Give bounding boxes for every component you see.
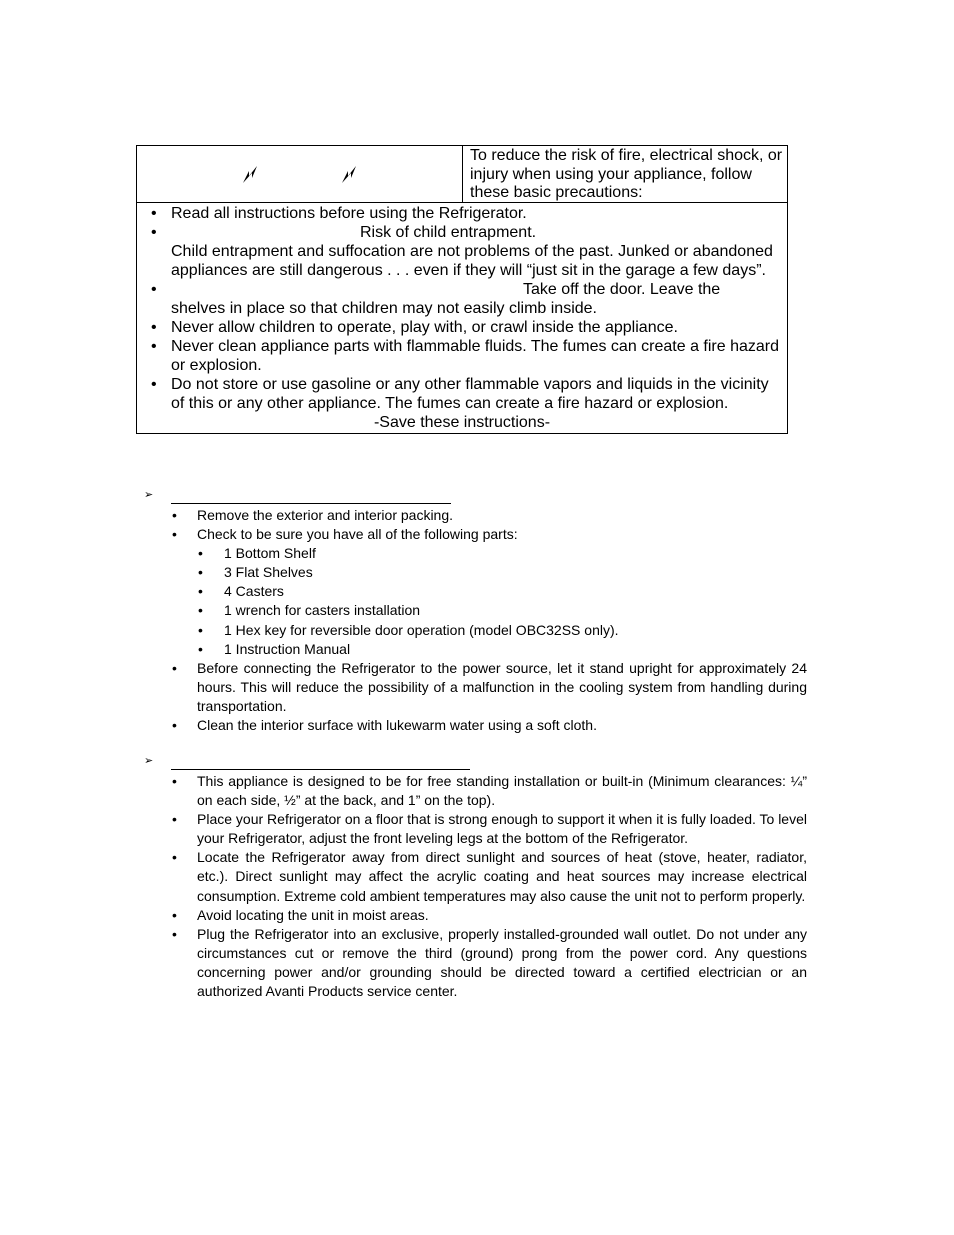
installation-list (171, 772, 807, 1001)
list-item-text: Risk of child entrapment. (360, 224, 537, 241)
list-item: • Before connecting the Refrigerator to the power source, let it stand upright for approximately 24 hours. This will reduce the possibility of a malfunction in the cooling system from handling during transportation. (172, 659, 807, 714)
list-item-text: Avoid locating the unit in moist areas. (197, 906, 429, 923)
list-item-text: Never allow children to operate, play with, or crawl inside the appliance. (171, 319, 678, 336)
safety-table (136, 145, 788, 434)
save-instructions-note: -Save these instructions- (373, 414, 551, 431)
parts-item: • 1 Hex key for reversible door operation (model OBC32SS only). (198, 621, 619, 638)
list-item: • Do not store or use gasoline or any other flammable vapors and liquids in the vicinity of this or any other appliance. The fumes can create a fire hazard or explosion. (151, 376, 769, 412)
parts-item: • 1 wrench for casters installation (198, 602, 421, 619)
list-item: • Locate the Refrigerator away from direct sunlight and sources of heat (stove, heater, radiator, etc.). Direct sunlight may affect the acrylic coating and heat sources may increase electrical consumption. Extreme cold ambient temperatures may also cause the unit not to perform properly. (172, 849, 807, 904)
list-item-text: Read all instructions before using the Refrigerator. (171, 205, 527, 222)
unpacking-list (171, 506, 807, 735)
safety-list (137, 203, 787, 433)
list-item: • Take off the door. Leave the (151, 281, 721, 298)
electric-bolt-icon (240, 164, 260, 184)
list-item: • Remove the exterior and interior packing. (172, 507, 454, 523)
list-item: • Risk of child entrapment. (151, 224, 537, 241)
list-item-text: Check to be sure you have all of the following parts: (197, 526, 518, 543)
list-item-text: shelves in place so that children may not easily climb inside. (171, 300, 597, 317)
parts-item-text: 1 wrench for casters installation (224, 602, 421, 619)
parts-item-text: 3 Flat Shelves (224, 564, 313, 581)
safety-intro-text: To reduce the risk of fire, electrical shock, or injury when using your appliance, follow these basic precautions: (470, 147, 783, 201)
list-item: • Never clean appliance parts with flammable fluids. The fumes can create a fire hazard or explosion. (151, 338, 780, 374)
list-item (143, 299, 781, 318)
list-item: • Place your Refrigerator on a floor that is strong enough to support it when it is fully loaded. To level your Refrigerator, adjust the front leveling legs at the bottom of the Refrigerator. (172, 811, 807, 847)
list-item-text: Locate the Refrigerator away from direct sunlight and sources of heat (stove, heater, radiator, etc.). Direct sunlight may affect the acrylic coating and heat sources may increase electrical consumption. Extreme cold ambient temperatures may also cause the unit not to perform properly. (197, 849, 807, 904)
list-item-text: This appliance is designed to be for free standing installation or built-in (Minimum clearances: ¼” on each side, ½” at the back, and 1” on the top). (197, 773, 807, 809)
arrow-bullet-icon: ➢ (144, 489, 154, 501)
parts-item-text: 1 Hex key for reversible door operation (model OBC32SS only). (224, 621, 619, 638)
list-item-text: Before connecting the Refrigerator to the power source, let it stand upright for approximately 24 hours. This will reduce the possibility of a malfunction in the cooling system from handling during transportation. (197, 659, 807, 714)
list-item-text: Plug the Refrigerator into an exclusive, properly installed-grounded wall outlet. Do not under any circumstances cut or remove the third (ground) prong from the power cord. Any questions concerning power and/or grounding should be directed toward a certified electrician or an authorized Avanti Products service center. (197, 925, 807, 1000)
parts-item: • 4 Casters (198, 583, 284, 600)
list-item: • Avoid locating the unit in moist areas. (172, 906, 429, 923)
list-item: • Plug the Refrigerator into an exclusive, properly installed-grounded wall outlet. Do not under any circumstances cut or remove the third (ground) prong from the power cord. Any questions concerning power and/or grounding should be directed toward a certified electrician or an authorized Avanti Products service center. (172, 925, 807, 1000)
section-heading-underline (171, 503, 451, 504)
section-heading-underline (171, 769, 470, 770)
list-item-text: Take off the door. Leave the (523, 281, 721, 298)
parts-item-text: 1 Instruction Manual (224, 640, 351, 657)
warning-cell (137, 146, 463, 202)
arrow-bullet-icon: ➢ (144, 755, 154, 767)
parts-item: • 1 Instruction Manual (198, 640, 351, 657)
safety-header (137, 146, 787, 203)
list-item-text: Never clean appliance parts with flammable fluids. The fumes can create a fire hazard or explosion. (171, 338, 780, 374)
list-item: • Never allow children to operate, play with, or crawl inside the appliance. (151, 319, 678, 336)
parts-item-text: 1 Bottom Shelf (224, 545, 316, 562)
parts-item: • 1 Bottom Shelf (198, 545, 316, 562)
list-item-text: Child entrapment and suffocation are not problems of the past. Junked or abandoned appliances are still dangerous . . . even if they will “just sit in the garage a few days”. (171, 243, 773, 279)
list-item-text: Place your Refrigerator on a floor that is strong enough to support it when it is fully loaded. To level your Refrigerator, adjust the front leveling legs at the bottom of the Refrigerator. (197, 811, 807, 847)
list-item: • Read all instructions before using the Refrigerator. (151, 205, 527, 222)
list-item-text: Remove the exterior and interior packing. (197, 507, 454, 523)
list-item-text: Clean the interior surface with lukewarm water using a soft cloth. (197, 717, 597, 734)
list-item: • Clean the interior surface with lukewarm water using a soft cloth. (172, 717, 597, 734)
parts-item-text: 4 Casters (224, 583, 284, 600)
electric-bolt-icon (339, 164, 359, 184)
parts-item: • 3 Flat Shelves (198, 564, 313, 581)
list-item (143, 242, 781, 280)
list-item-text: Do not store or use gasoline or any other flammable vapors and liquids in the vicinity of this or any other appliance. The fumes can create a fire hazard or explosion. (171, 376, 769, 412)
list-item: • Check to be sure you have all of the following parts: (172, 526, 518, 543)
list-item: • This appliance is designed to be for free standing installation or built-in (Minimum clearances: ¼” on each side, ½” at the back, and 1” on the top). (172, 773, 807, 809)
